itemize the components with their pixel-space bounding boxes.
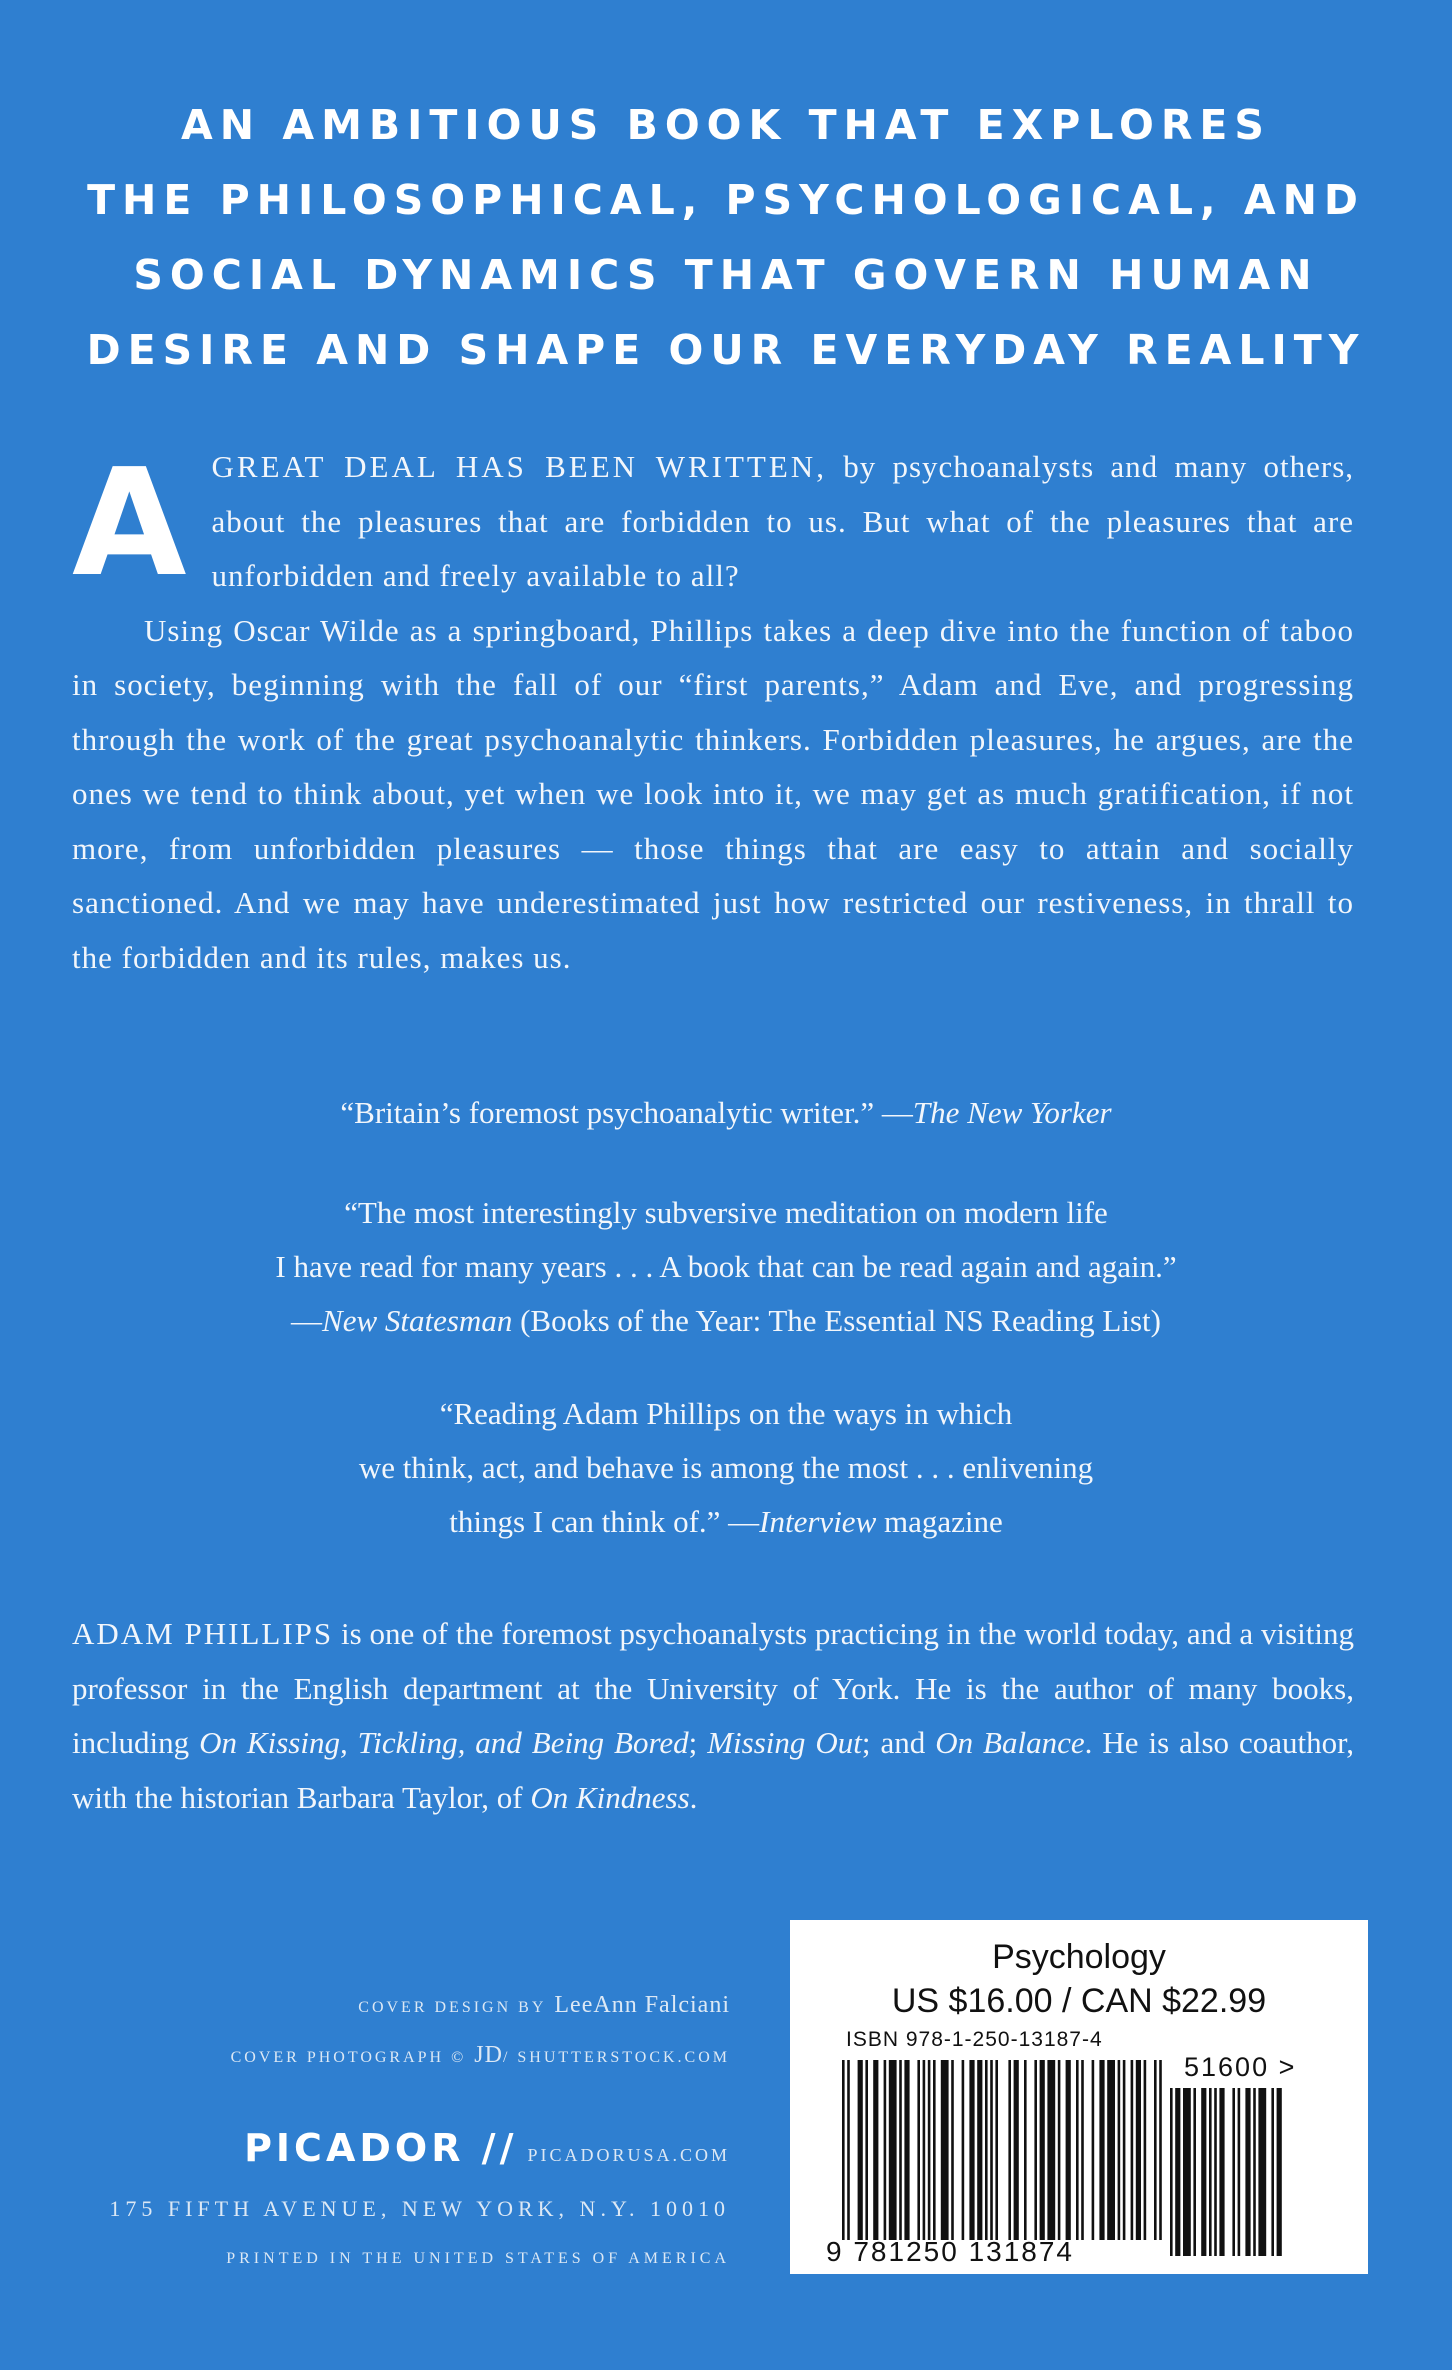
- barcode-bar: [1183, 2088, 1191, 2256]
- cover-photo-credit: [40, 2042, 730, 2069]
- barcode-bar: [995, 2060, 998, 2240]
- book-price: US $16.00 / CAN $22.99: [891, 1982, 1267, 2020]
- barcode-bar: [1253, 2088, 1256, 2256]
- quote-dash: —: [874, 1095, 913, 1130]
- quote-dash: —: [720, 1504, 760, 1539]
- bio-text: . He is also coauthor, with the historian Barbara Taylor, of: [72, 1725, 1354, 1815]
- book-category: Psychology: [992, 1938, 1166, 1976]
- barcode-bar: [962, 2060, 965, 2240]
- barcode-bar: [969, 2060, 974, 2240]
- barcode-bar: [842, 2060, 845, 2240]
- barcode-bar: [889, 2060, 897, 2240]
- barcode-bar: [899, 2060, 902, 2240]
- quote-line: “Reading Adam Phillips on the ways in which: [439, 1396, 1013, 1431]
- ean-barcode: [842, 2060, 1162, 2240]
- barcode-bar: [1277, 2088, 1282, 2256]
- isbn-number: ISBN 978-1-250-13187-4: [846, 2028, 1103, 2051]
- barcode-bar: [1066, 2060, 1071, 2240]
- barcode-bar: [884, 2060, 887, 2240]
- barcode-bar: [1209, 2088, 1212, 2256]
- barcode-bar: [1154, 2060, 1157, 2240]
- barcode-bar: [1232, 2088, 1235, 2256]
- publisher-address: 175 FIFTH AVENUE, NEW YORK, N.Y. 10010: [109, 2196, 730, 2221]
- review-quote: [0, 1387, 1452, 1549]
- barcode-bar: [1024, 2060, 1027, 2240]
- credit-source: / SHUTTERSTOCK.COM: [502, 2049, 730, 2066]
- barcode-bar: [1175, 2088, 1180, 2256]
- barcode-bar: [1159, 2060, 1162, 2240]
- review-quote: [0, 1086, 1452, 1140]
- credit-label: COVER PHOTOGRAPH ©: [230, 2049, 467, 2066]
- barcode-bar: [858, 2060, 863, 2240]
- cover-design-credit: [40, 1992, 730, 2019]
- quote-line: [0, 1086, 1452, 1140]
- bio-text: is one of the foremost psychoanalysts practicing in the world today, and a visiting professor in the English department at the University of York. He is the author of many books, including: [72, 1616, 1354, 1760]
- barcode-bar: [1040, 2060, 1045, 2240]
- barcode-bar: [1193, 2088, 1196, 2256]
- book-title: On Balance: [935, 1725, 1085, 1760]
- quote-text: “Britain’s foremost psychoanalytic writer.”: [340, 1095, 875, 1130]
- drop-cap: A: [72, 437, 188, 609]
- barcode-bar: [1136, 2060, 1141, 2240]
- publisher-mark: PICADOR //: [244, 2126, 518, 2170]
- quote-source: New Statesman: [322, 1303, 513, 1338]
- barcode-bar: [933, 2060, 936, 2240]
- barcode-bar: [1008, 2060, 1011, 2240]
- barcode-bar: [928, 2060, 931, 2240]
- barcode-bar: [1058, 2060, 1061, 2240]
- quote-dash: —: [291, 1303, 323, 1338]
- printed-notice: PRINTED IN THE UNITED STATES OF AMERICA: [226, 2250, 730, 2267]
- credit-name: JD: [474, 2042, 503, 2068]
- barcode-bar: [1118, 2060, 1121, 2240]
- barcode-bar: [985, 2060, 988, 2240]
- barcode-bar: [1238, 2088, 1241, 2256]
- publisher-url: PICADORUSA.COM: [527, 2145, 730, 2165]
- bio-text: .: [689, 1779, 698, 1815]
- headline: [0, 88, 1452, 388]
- description-paragraph: [72, 437, 1355, 609]
- addon-digits: 51600 >: [1184, 2052, 1297, 2082]
- quote-line: [0, 1294, 1452, 1348]
- barcode-bar: [1170, 2088, 1173, 2256]
- quote-source: The New Yorker: [912, 1095, 1112, 1130]
- barcode-bar: [1014, 2060, 1019, 2240]
- author-name: ADAM PHILLIPS: [72, 1616, 334, 1651]
- bio-text: ;: [688, 1725, 708, 1760]
- description-lead: GREAT DEAL HAS BEEN WRITTEN,: [211, 449, 827, 484]
- description-text: by psychoanalysts and many others, about the pleasures that are forbidden to us. But what of the pleasures that are unforbidden and freely available to all?: [211, 449, 1355, 593]
- publisher-logo: [40, 2126, 730, 2170]
- barcode-bar: [1076, 2060, 1079, 2240]
- barcode-bar: [1214, 2088, 1217, 2256]
- barcode-bar: [1081, 2060, 1084, 2240]
- review-quote: [0, 1186, 1452, 1348]
- book-title: Missing Out: [707, 1725, 862, 1760]
- barcode-bar: [1047, 2060, 1055, 2240]
- book-description: [72, 437, 1355, 985]
- quote-tail: (Books of the Year: The Essential NS Reading List): [512, 1303, 1161, 1338]
- credit-label: COVER DESIGN BY: [358, 1999, 547, 2016]
- ean-digits: 9 781250 131874: [826, 2236, 1074, 2267]
- quote-source: Interview: [759, 1504, 877, 1539]
- barcode-bar: [1258, 2088, 1266, 2256]
- barcode-bar: [1201, 2088, 1206, 2256]
- quote-tail: magazine: [876, 1504, 1003, 1539]
- barcode-bar: [977, 2060, 982, 2240]
- barcode-bar: [847, 2060, 850, 2240]
- barcode-bar: [873, 2060, 878, 2240]
- barcode-bar: [1099, 2060, 1104, 2240]
- headline-line: THE PHILOSOPHICAL, PSYCHOLOGICAL, AND: [87, 176, 1365, 224]
- barcode-bar: [1123, 2060, 1126, 2240]
- barcode-bar: [1271, 2088, 1274, 2256]
- barcode-bar: [1245, 2088, 1250, 2256]
- headline-line: DESIRE AND SHAPE OUR EVERYDAY REALITY: [86, 326, 1366, 374]
- barcode-bar: [990, 2060, 993, 2240]
- book-title: On Kissing, Tickling, and Being Bored: [199, 1725, 689, 1760]
- headline-line: AN AMBITIOUS BOOK THAT EXPLORES: [181, 101, 1271, 149]
- bio-text: ; and: [861, 1725, 936, 1760]
- barcode-bar: [904, 2060, 909, 2240]
- barcode-bar: [923, 2060, 926, 2240]
- barcode-bar: [917, 2060, 920, 2240]
- book-title: On Kindness: [530, 1779, 690, 1815]
- barcode-label: [790, 1920, 1368, 2274]
- quote-line: [0, 1495, 1452, 1549]
- barcode-bar: [941, 2060, 949, 2240]
- description-paragraph: Using Oscar Wilde as a springboard, Phillips takes a deep dive into the function of taboo in society, beginning with the fall of our “first parents,” Adam and Eve, and progressing through the work of the great psychoanalytic thinkers. Forbidden pleasures, he argues, are the ones we tend to think about, yet when we look into it, we may get as much gratification, if not more, from unforbidden pleasures — those things that are easy to attain and socially sanctioned. And we may have underestimated just how restricted our restiveness, in thrall to the forbidden and its rules, makes us.: [72, 612, 1354, 975]
- barcode-bar: [1107, 2060, 1115, 2240]
- barcode-bar: [1092, 2060, 1095, 2240]
- credit-name: LeeAnn Falciani: [554, 1992, 730, 2018]
- barcode-bar: [1144, 2060, 1147, 2240]
- barcode-bar: [1219, 2088, 1224, 2256]
- barcode-bar: [1034, 2060, 1037, 2240]
- barcode-bar: [951, 2060, 954, 2240]
- headline-line: SOCIAL DYNAMICS THAT GOVERN HUMAN: [133, 251, 1319, 299]
- price-addon-barcode: [1170, 2088, 1320, 2256]
- quote-line: we think, act, and behave is among the most . . . enlivening: [358, 1450, 1094, 1485]
- quote-text: things I can think of.”: [449, 1504, 721, 1539]
- barcode-bar: [1131, 2060, 1134, 2240]
- barcode-bar: [865, 2060, 868, 2240]
- quote-line: I have read for many years . . . A book that can be read again and again.”: [275, 1249, 1177, 1284]
- quote-line: “The most interestingly subversive meditation on modern life: [344, 1195, 1108, 1230]
- author-bio: [72, 1607, 1354, 1825]
